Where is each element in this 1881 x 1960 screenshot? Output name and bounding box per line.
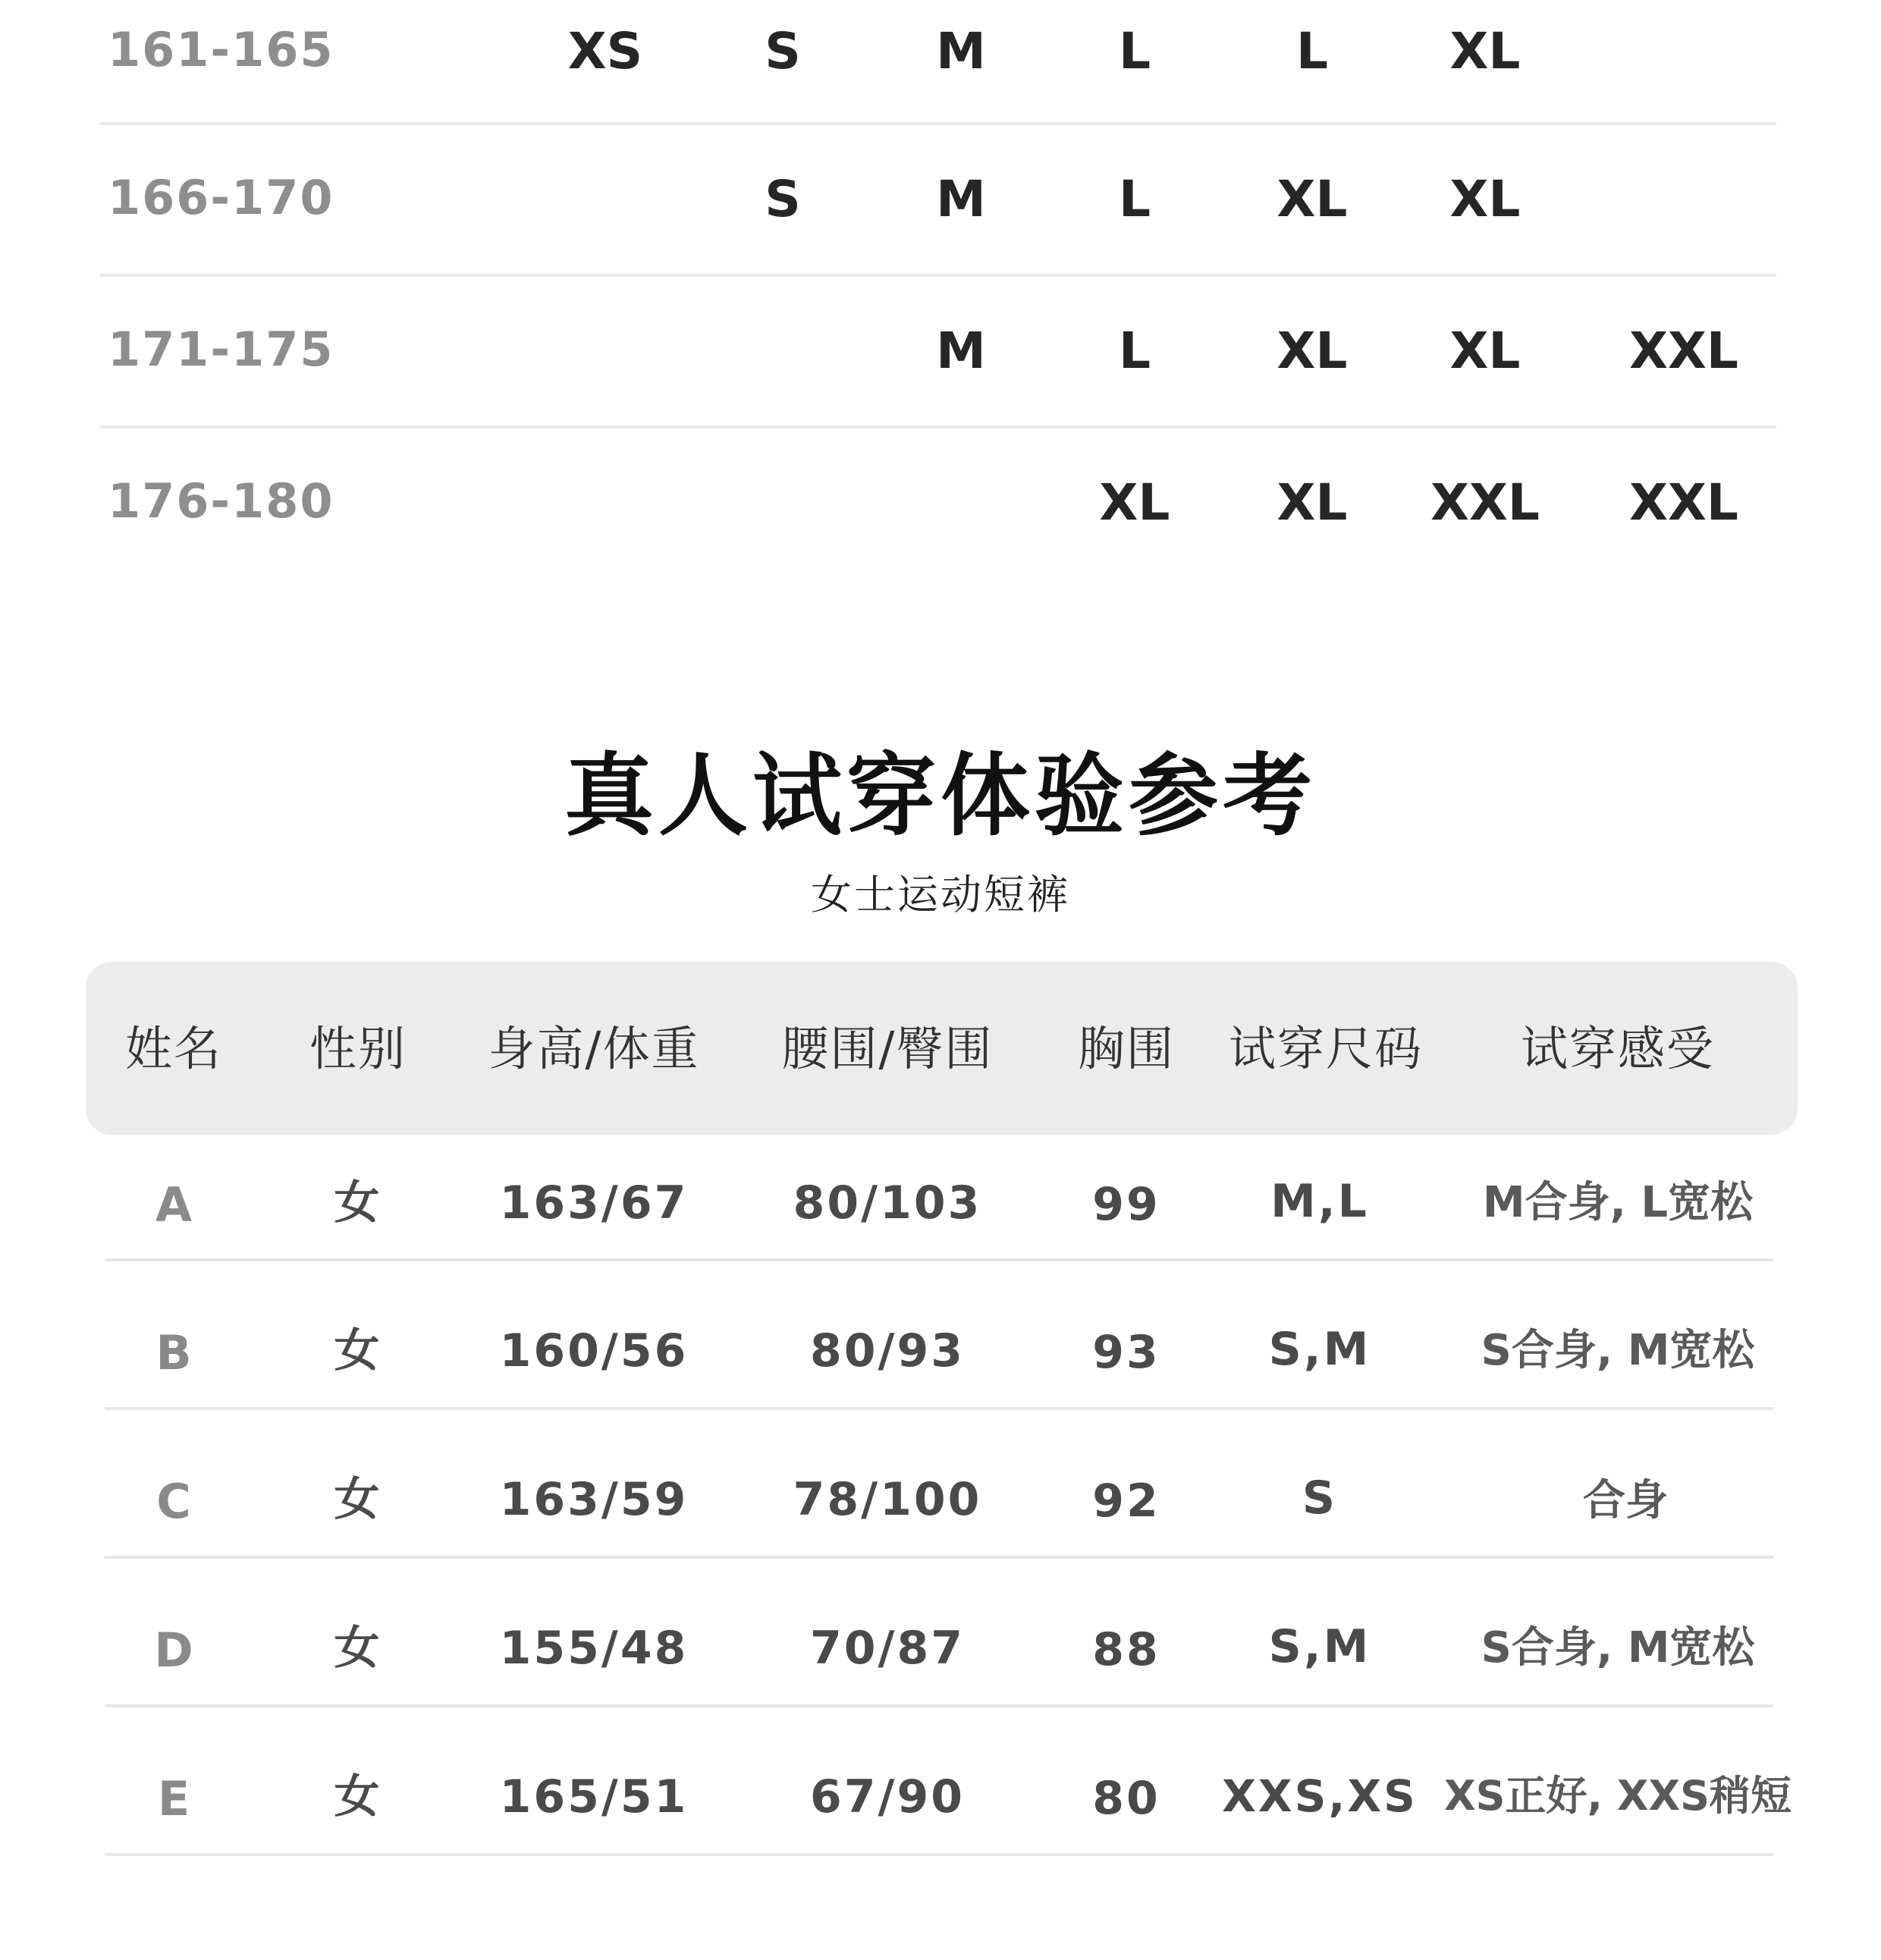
size-cell: XL — [1099, 473, 1170, 532]
cell-height-weight: 160/56 — [499, 1324, 689, 1377]
size-cell: S — [765, 22, 801, 80]
header-tryon-size: 试穿尺码 — [1228, 1021, 1424, 1076]
cell-tryon-feel: S合身, M宽松 — [1481, 1623, 1755, 1673]
size-cell: XS — [567, 22, 643, 80]
size-cell: XXL — [1430, 473, 1540, 532]
size-cell: XL — [1277, 322, 1348, 380]
size-row — [100, 277, 1776, 429]
size-cell: S — [765, 170, 801, 228]
cell-name: E — [157, 1771, 190, 1827]
page-title: 真人试穿体验参考 — [564, 743, 1317, 848]
cell-tryon-size: S — [1302, 1472, 1338, 1525]
header-waist-hip: 腰围/臀围 — [781, 1021, 994, 1076]
header-name: 姓名 — [124, 1021, 223, 1076]
cell-tryon-size: M,L — [1270, 1175, 1369, 1228]
size-cell: XL — [1449, 322, 1521, 380]
cell-height-weight: 155/48 — [499, 1622, 689, 1675]
cell-height-weight: 163/59 — [499, 1473, 689, 1526]
tryon-table-header — [86, 962, 1798, 1135]
table-row — [105, 1707, 1792, 1856]
cell-name: B — [155, 1325, 192, 1380]
cell-chest: 99 — [1092, 1178, 1160, 1231]
cell-chest: 88 — [1092, 1623, 1160, 1676]
cell-gender: 女 — [334, 1324, 382, 1377]
size-chart — [100, 0, 1776, 580]
size-row — [100, 0, 1776, 125]
height-range: 161-165 — [108, 22, 334, 77]
cell-waist-hip: 70/87 — [810, 1622, 965, 1675]
cell-tryon-size: S,M — [1268, 1323, 1371, 1376]
size-cell: XL — [1449, 22, 1521, 80]
cell-gender: 女 — [334, 1622, 382, 1675]
cell-height-weight: 163/67 — [499, 1176, 689, 1230]
cell-chest: 93 — [1092, 1326, 1160, 1379]
size-cell: L — [1118, 322, 1151, 380]
size-cell: XL — [1277, 473, 1348, 532]
cell-waist-hip: 67/90 — [810, 1770, 965, 1823]
cell-name: C — [156, 1474, 191, 1529]
cell-chest: 92 — [1092, 1475, 1160, 1528]
cell-tryon-size: XXS,XS — [1222, 1770, 1418, 1822]
size-cell: M — [936, 22, 986, 80]
header-tryon-feel: 试穿感受 — [1520, 1021, 1716, 1076]
cell-waist-hip: 80/93 — [810, 1324, 965, 1377]
table-row — [105, 1410, 1773, 1559]
cell-gender: 女 — [334, 1176, 382, 1230]
header-gender: 性别 — [309, 1021, 407, 1076]
cell-name: D — [154, 1622, 193, 1678]
size-cell: L — [1118, 22, 1151, 80]
height-range: 166-170 — [108, 170, 334, 225]
table-row — [105, 1261, 1773, 1410]
cell-tryon-feel: S合身, M宽松 — [1481, 1326, 1755, 1375]
size-cell: XXL — [1629, 473, 1738, 532]
cell-tryon-feel: XS正好, XXS稍短 — [1444, 1772, 1792, 1820]
cell-tryon-feel: M合身, L宽松 — [1482, 1178, 1754, 1227]
size-cell: M — [936, 322, 986, 380]
height-range: 176-180 — [108, 473, 334, 529]
size-cell: M — [936, 170, 986, 228]
tryon-table-body — [105, 1138, 1792, 1856]
size-cell: L — [1118, 170, 1151, 228]
cell-height-weight: 165/51 — [499, 1770, 689, 1823]
table-row — [105, 1559, 1773, 1707]
cell-gender: 女 — [334, 1473, 382, 1526]
header-height-weight: 身高/体重 — [488, 1021, 700, 1076]
cell-waist-hip: 78/100 — [793, 1473, 982, 1526]
cell-chest: 80 — [1092, 1772, 1160, 1825]
table-row — [105, 1138, 1773, 1261]
size-cell: L — [1295, 22, 1329, 80]
cell-name: A — [155, 1177, 192, 1233]
cell-tryon-size: S,M — [1268, 1620, 1371, 1673]
size-row — [100, 125, 1776, 277]
header-chest: 胸围 — [1077, 1021, 1176, 1076]
size-cell: XL — [1277, 170, 1348, 228]
size-cell: XXL — [1629, 322, 1738, 380]
height-range: 171-175 — [108, 322, 334, 377]
size-row — [100, 429, 1776, 580]
cell-waist-hip: 80/103 — [793, 1176, 982, 1230]
cell-gender: 女 — [334, 1770, 382, 1823]
size-cell: XL — [1449, 170, 1521, 228]
cell-tryon-feel: 合身 — [1583, 1476, 1668, 1525]
page-subtitle: 女士运动短裤 — [811, 871, 1070, 919]
